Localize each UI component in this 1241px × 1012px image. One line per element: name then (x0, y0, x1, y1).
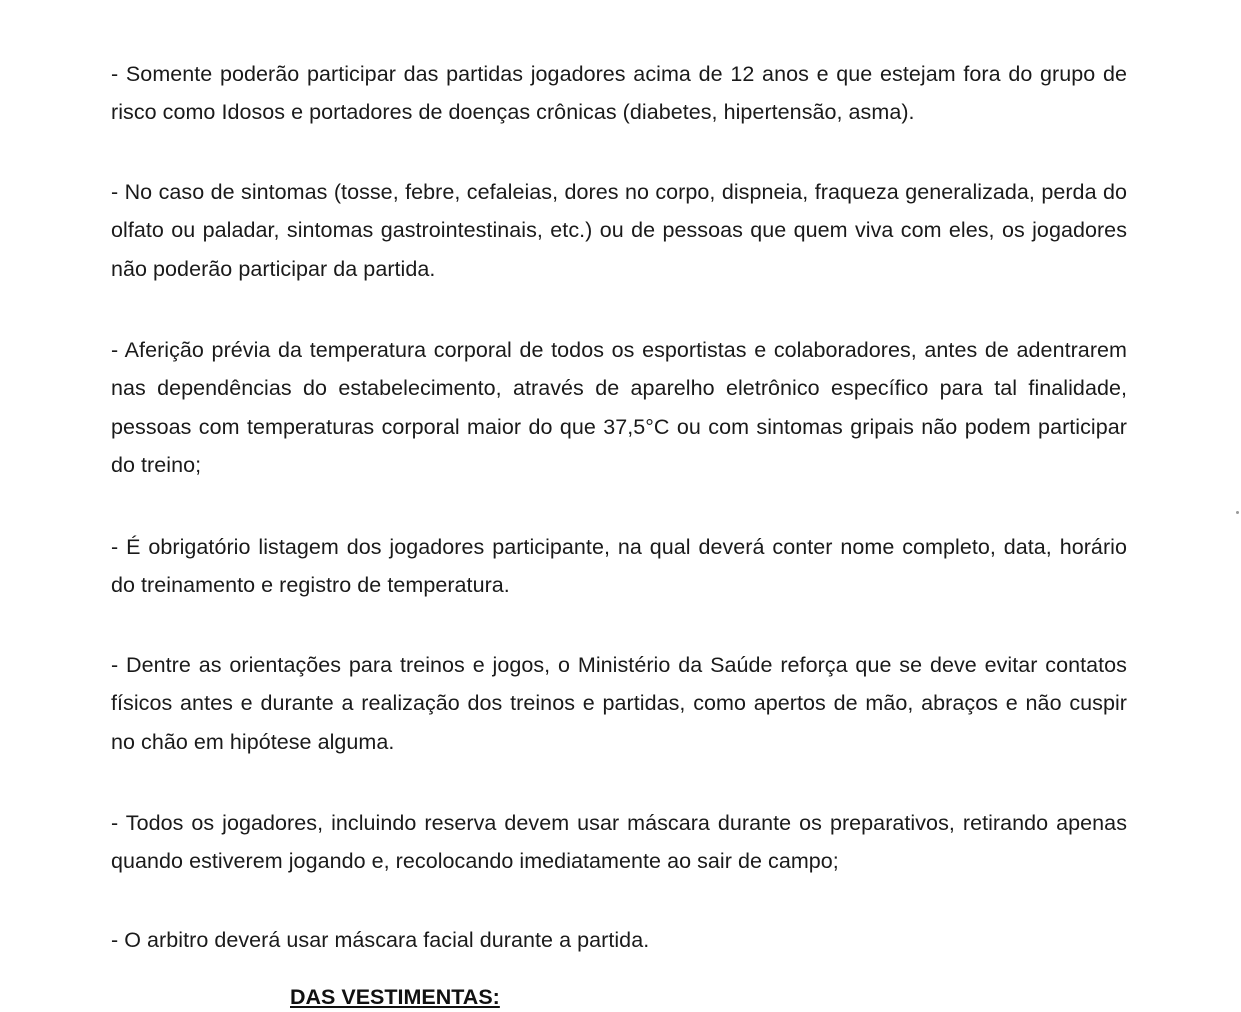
paragraph-symptoms: - No caso de sintomas (tosse, febre, cefaleias, dores no corpo, dispneia, fraqueza generalizada, perda do olfato ou paladar, sintomas gastrointestinais, etc.) ou de pessoas que quem viva com eles, os jogadores não poderão participar da partida. (111, 179, 1127, 281)
paragraph-age-restriction: - Somente poderão participar das partidas jogadores acima de 12 anos e que estejam fora do grupo de risco como Idosos e portadores de doenças crônicas (diabetes, hipertensão, asma). (111, 61, 1127, 124)
paragraph-referee-mask: - O arbitro deverá usar máscara facial durante a partida. (111, 927, 650, 952)
section-heading: DAS VESTIMENTAS: (290, 985, 500, 1009)
paragraph-temperature-check: - Aferição prévia da temperatura corporal de todos os esportistas e colaboradores, antes de adentrarem nas dependências do estabelecimento, através de aparelho eletrônico específico para tal finalidade, pessoas com temperaturas corporal maior do que 37,5°C ou com sintomas gripais não podem participar do treino; (111, 337, 1127, 477)
paragraph-physical-contact: - Dentre as orientações para treinos e jogos, o Ministério da Saúde reforça que se deve evitar contatos físicos antes e durante a realização dos treinos e partidas, como apertos de mão, abraços e não cuspir no chão em hipótese alguma. (111, 652, 1127, 754)
scan-speck (1236, 511, 1239, 514)
paragraph-masks-players: - Todos os jogadores, incluindo reserva devem usar máscara durante os preparativos, retirando apenas quando estiverem jogando e, recolocando imediatamente ao sair de campo; (111, 810, 1127, 873)
paragraph-player-list: - É obrigatório listagem dos jogadores participante, na qual deverá conter nome completo, data, horário do treinamento e registro de temperatura. (111, 534, 1127, 597)
